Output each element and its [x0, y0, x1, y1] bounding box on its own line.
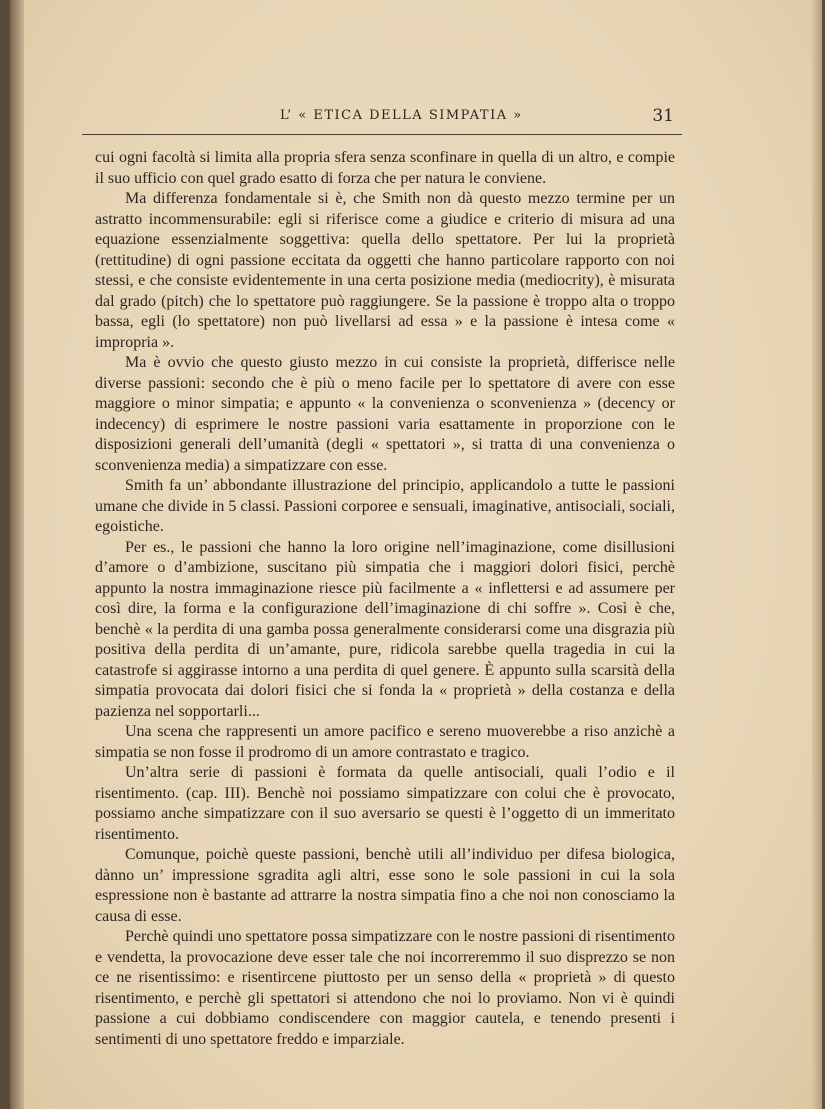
page-header [82, 108, 682, 135]
paragraph: cui ogni facoltà si limita alla propria sfera senza sconfinare in quella di un altro, e compie il suo ufficio con quel grado esatto di forza che per natura le conviene. [95, 149, 675, 187]
paragraph: Comunque, poichè queste passioni, benchè utili all’individuo per difesa biologica, dànno un’ impressione sgradita agli altri, esse sono le sole passioni in cui la sola espressione non è bastante ad attrarre la nostra simpatia fino a che noi non conosciamo la causa di esse. [95, 846, 675, 925]
page-number: 31 [652, 106, 674, 126]
body-text [95, 148, 675, 1050]
page-edge-shadow [812, 0, 822, 1109]
paragraph: Un’altra serie di passioni è formata da quelle antisociali, quali l’odio e il risentimento. (cap. III). Benchè noi possiamo simpatizzare con colui che è provocato, possiamo anche simpatizzare con il suo aversario se questi è l’oggetto di un immeritato risentimento. [95, 764, 675, 843]
paragraph: Perchè quindi uno spettatore possa simpatizzare con le nostre passioni di risentimento e vendetta, la provocazione deve esser tale che noi incorreremmo il suo disprezzo se non ce ne risentissimo: e risentircene piuttosto per un senso della « proprietà » di questo risentimento, e perchè gli spettatori si attendono che noi lo proviamo. Non vi è quindi passione a cui dobbiamo condiscendere con maggior cautela, e tenendo presenti i sentimenti di uno spettatore freddo e imparziale. [95, 928, 675, 1048]
paragraph: Ma differenza fondamentale si è, che Smith non dà questo mezzo termine per un astratto incommensurabile: egli si riferisce come a giudice e criterio di misura ad una equazione essenzialmente soggettiva: quella dello spettatore. Per lui la proprietà (rettitudine) di ogni passione eccitata da oggetti che hanno particolare rapporto con noi stessi, e che consiste evidentemente in una certa posizione media (mediocrity), è misurata dal grado (pitch) che lo spettatore può raggiungere. Se la passione è troppo alta o troppo bassa, egli (lo spettatore) non può livellarsi ad essa » e la passione è intesa come « impropria ». [95, 190, 675, 351]
paragraph: Per es., le passioni che hanno la loro origine nell’imaginazione, come disillusioni d’amore o d’ambizione, suscitano più simpatia che i maggiori dolori fisici, perchè appunto la nostra immaginazione riesce più facilmente a « inflettersi e ad assumere per così dire, la forma e la configurazione dell’imaginazione di chi soffre ». Così è che, benchè « la perdita di una gamba possa generalmente considerarsi come una disgrazia più positiva della perdita di un’amante, pure, ridicola sarebbe quella tragedia in cui la catastrofe si aggirasse intorno a una perdita di quel genere. È appunto sulla scarsità della simpatia provocata dai dolori fisici che si fonda la « proprietà » della costanza e della pazienza nel sopportarli... [95, 538, 675, 720]
running-head: L’ « ETICA DELLA SIMPATIA » [280, 108, 523, 123]
book-spine-shadow [10, 0, 24, 1109]
book-page [10, 0, 822, 1109]
paragraph: Ma è ovvio che questo giusto mezzo in cui consiste la proprietà, differisce nelle diverse passioni: secondo che è più o meno facile per lo spettatore di avere con esse maggiore o minor simpatia; e appunto « la convenienza o sconvenienza » (decency or indecency) di esprimere le nostre passioni varia esattamente in proporzione con le disposizioni generali dell’umanità (degli « spettatori », si tratta di una convenienza o sconvenienza media) a simpatizzare con esse. [95, 354, 675, 474]
paragraph: Una scena che rappresenti un amore pacifico e sereno muoverebbe a riso anzichè a simpatia se non fosse il prodromo di un amore contrastato e tragico. [95, 723, 675, 761]
paragraph: Smith fa un’ abbondante illustrazione del principio, applicandolo a tutte le passioni umane che divide in 5 classi. Passioni corporee e sensuali, imaginative, antisociali, sociali, egoistiche. [95, 477, 675, 535]
